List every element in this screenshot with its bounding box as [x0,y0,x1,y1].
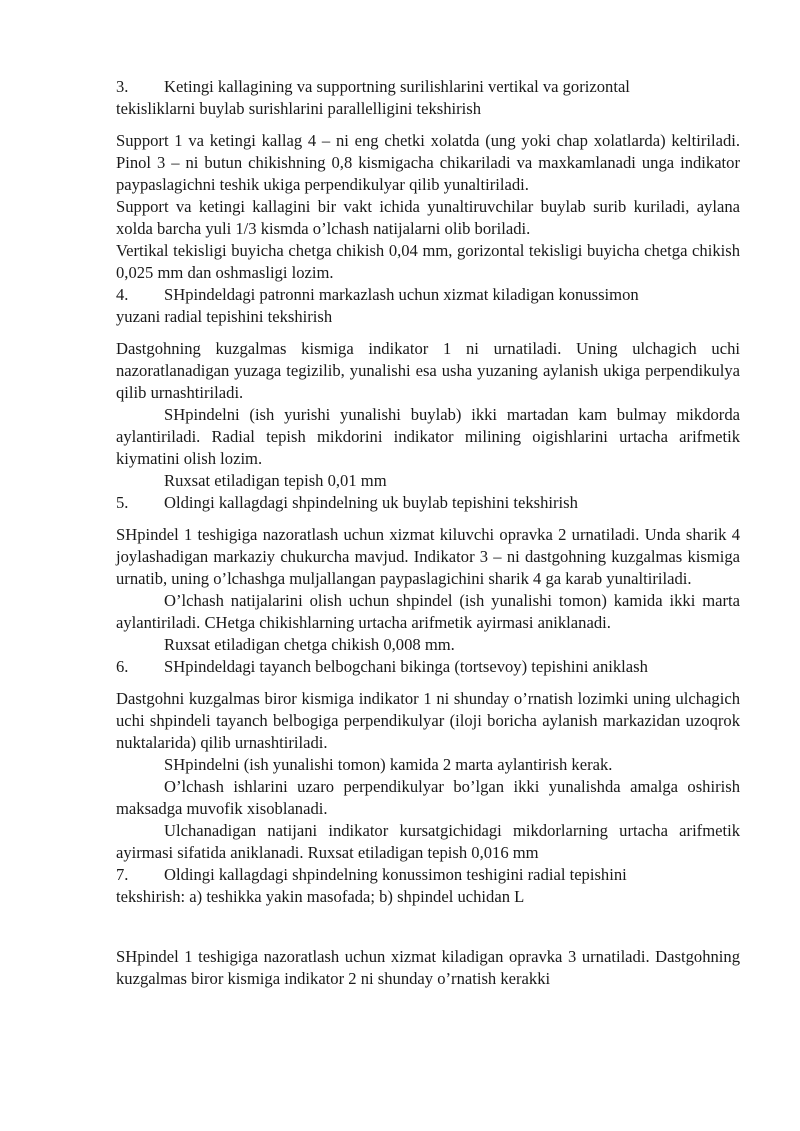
paragraph: SHpindel 1 teshigiga nazoratlash uchun xizmat kiluvchi opravka 2 urnatiladi. Unda sharik 4 joylashadigan markaziy chukurcha mavjud. Indikator 3 – ni dastgohning kuzgalmas kismiga urnatib, uning o’lchashga muljallangan paypaslagichini sharik 4 ga karab yunaltiriladi. [116,525,740,588]
section-number: 3. [116,77,129,96]
section-heading-first-line: Oldingi kallagdagi shpindelning konussimon teshigini radial tepishini [164,865,627,884]
paragraph: SHpindel 1 teshigiga nazoratlash uchun xizmat kiladigan opravka 3 urnatiladi. Dastgohning kuzgalmas biror kismiga indikator 2 ni shunday o’rnatish kerakki [116,947,740,988]
section-5 [116,492,740,656]
section-6 [116,656,740,864]
paragraph: Ulchanadigan natijani indikator kursatgichidagi mikdorlarning urtacha arifmetik ayirmasi sifatida aniklanadi. Ruxsat etiladigan tepish 0,016 mm [116,821,740,862]
section-heading [116,76,740,98]
section-number: 6. [116,657,129,676]
section-7 [116,864,740,990]
paragraph: O’lchash natijalarini olish uchun shpindel (ish yunalishi tomon) kamida ikki marta aylantiriladi. CHetga chikishlarning urtacha arifmetik ayirmasi aniklanadi. [116,591,740,632]
paragraph: Vertikal tekisligi buyicha chetga chikish 0,04 mm, gorizontal tekisligi buyicha chetga chikish 0,025 mm dan oshmasligi lozim. [116,241,740,282]
paragraph: Ruxsat etiladigan tepish 0,01 mm [164,471,387,490]
section-heading-text: Oldingi kallagdagi shpindelning uk buylab tepishini tekshirish [164,493,578,512]
paragraph: SHpindelni (ish yunalishi tomon) kamida 2 marta aylantirish kerak. [164,755,613,774]
paragraph: Ruxsat etiladigan chetga chikish 0,008 mm. [164,635,455,654]
section-number: 5. [116,493,129,512]
section-heading-first-line: SHpindeldagi patronni markazlash uchun xizmat kiladigan konussimon [164,285,639,304]
section-heading-text: SHpindeldagi tayanch belbogchani bikinga (tortsevoy) tepishini aniklash [164,657,648,676]
section-3 [116,76,740,284]
section-heading-first-line: Ketingi kallagining va supportning surilishlarini vertikal va gorizontal [164,77,630,96]
section-heading [116,492,740,514]
paragraph: Dastgohni kuzgalmas biror kismiga indikator 1 ni shunday o’rnatish lozimki uning ulchagich uchi shpindeli tayanch belbogiga perpendikulyar (iloji boricha aylanish markazidan uzoqrok nuktalarida) qilib urnashtiriladi. [116,689,740,752]
section-4 [116,284,740,492]
section-heading [116,284,740,306]
section-number: 4. [116,285,129,304]
section-heading-continuation: yuzani radial tepishini tekshirish [116,307,333,326]
paragraph: Dastgohning kuzgalmas kismiga indikator 1 ni urnatiladi. Uning ulchagich uchi nazoratlanadigan yuzaga tegizilib, yunalishi esa usha yuzaning aylanish ukiga perpendikulya qilib urnashtiriladi. [116,339,740,402]
document-page [116,76,740,990]
section-number: 7. [116,865,129,884]
section-heading [116,656,740,678]
section-heading-continuation: tekshirish: a) teshikka yakin masofada; b) shpindel uchidan L [116,887,525,906]
spacer [116,908,740,946]
paragraph: Support va ketingi kallagini bir vakt ichida yunaltiruvchilar buylab surib kuriladi, aylana xolda barcha yuli 1/3 kismda o’lchash natijalarni olib boriladi. [116,197,740,238]
paragraph: SHpindelni (ish yurishi yunalishi buylab) ikki martadan kam bulmay mikdorda aylantiriladi. Radial tepish mikdorini indikator milining oigishlarini urtacha arifmetik kiymatini olish lozim. [116,405,740,468]
paragraph: Support 1 va ketingi kallag 4 – ni eng chetki xolatda (ung yoki chap xolatlarda) keltiriladi. Pinol 3 – ni butun chikishning 0,8 kismigacha chikariladi va maxkamlanadi unga indikator paypaslagichni teshik ukiga perpendikulyar qilib yunaltiriladi. [116,131,740,194]
paragraph: O’lchash ishlarini uzaro perpendikulyar bo’lgan ikki yunalishda amalga oshirish maksadga muvofik xisoblanadi. [116,777,740,818]
section-heading [116,864,740,886]
section-heading-continuation: tekisliklarni buylab surishlarini parallelligini tekshirish [116,99,481,118]
